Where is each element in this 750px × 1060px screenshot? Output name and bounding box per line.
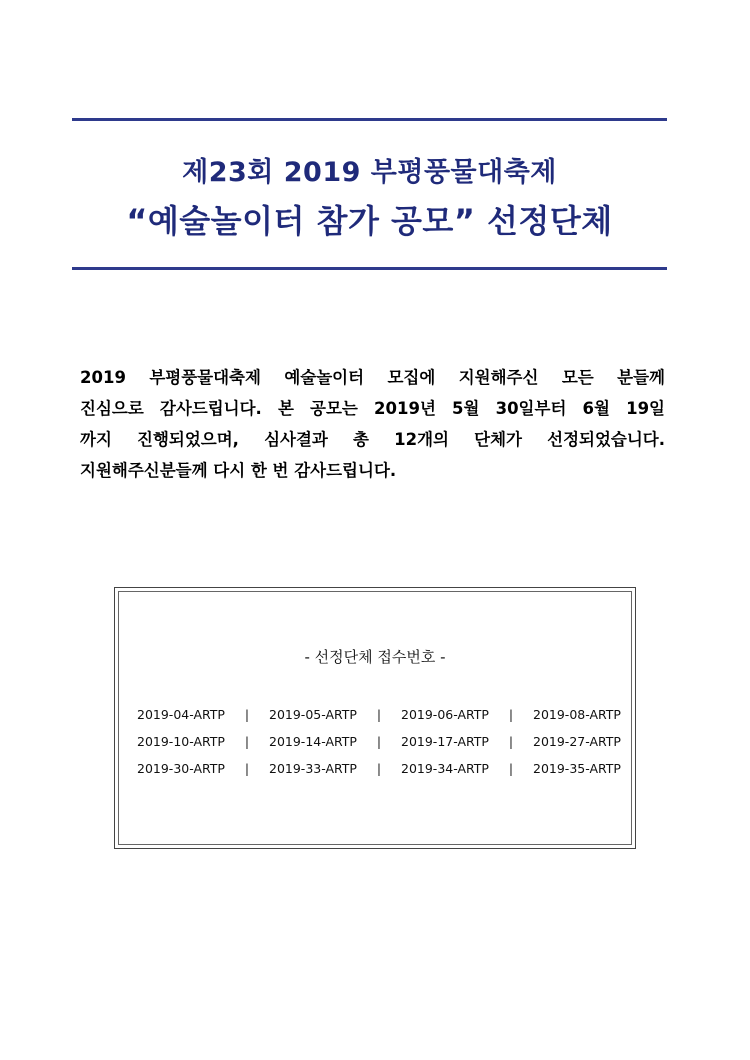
paragraph-line: 진심으로 감사드립니다. 본 공모는 2019년 5월 30일부터 6월 19일 — [80, 399, 665, 418]
paragraph-line: 지원해주신분들께 다시 한 번 감사드립니다. — [80, 461, 397, 480]
registration-code: 2019-14-ARTP — [269, 733, 357, 749]
selection-list-box — [114, 587, 636, 849]
page-subtitle: “예술놀이터 참가 공모” 선정단체 — [126, 202, 613, 240]
selection-list-heading: - 선정단체 접수번호 - — [304, 648, 446, 666]
registration-code: 2019-34-ARTP — [401, 760, 489, 776]
column-separator: | — [376, 760, 382, 776]
registration-code: 2019-04-ARTP — [137, 706, 225, 722]
registration-code: 2019-35-ARTP — [533, 760, 621, 776]
header-bottom-rule — [72, 267, 667, 270]
registration-code: 2019-06-ARTP — [401, 706, 489, 722]
column-separator: | — [508, 760, 514, 776]
paragraph-line: 까지 진행되었으며, 심사결과 총 12개의 단체가 선정되었습니다. — [80, 430, 665, 449]
selection-list-inner-frame — [118, 591, 632, 845]
header-top-rule — [72, 118, 667, 121]
registration-code: 2019-05-ARTP — [269, 706, 357, 722]
column-separator: | — [376, 706, 382, 722]
page-title: 제23회 2019 부평풍물대축제 — [182, 157, 557, 188]
column-separator: | — [244, 733, 250, 749]
registration-code: 2019-27-ARTP — [533, 733, 621, 749]
column-separator: | — [244, 706, 250, 722]
registration-code: 2019-08-ARTP — [533, 706, 621, 722]
column-separator: | — [244, 760, 250, 776]
registration-code: 2019-10-ARTP — [137, 733, 225, 749]
column-separator: | — [508, 706, 514, 722]
registration-code: 2019-33-ARTP — [269, 760, 357, 776]
code-row — [137, 757, 621, 779]
column-separator: | — [508, 733, 514, 749]
registration-code: 2019-17-ARTP — [401, 733, 489, 749]
column-separator: | — [376, 733, 382, 749]
paragraph-line: 2019 부평풍물대축제 예술놀이터 모집에 지원해주신 모든 분들께 — [80, 368, 665, 387]
announcement-paragraph — [80, 362, 665, 486]
code-row — [137, 730, 621, 752]
code-row — [137, 703, 621, 725]
registration-code: 2019-30-ARTP — [137, 760, 225, 776]
